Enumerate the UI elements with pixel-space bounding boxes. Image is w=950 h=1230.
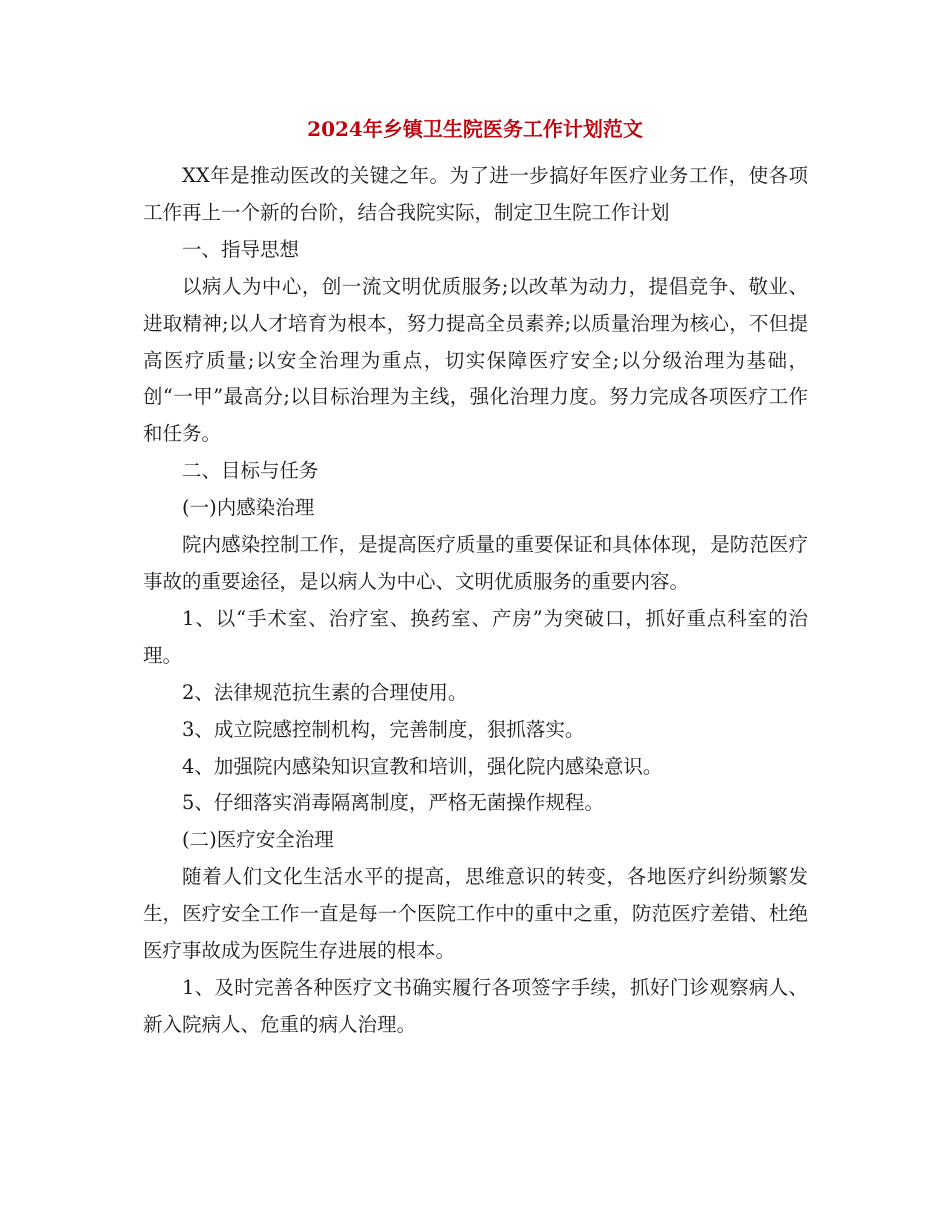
paragraph-intro: XX年是推动医改的关键之年。为了进一步搞好年医疗业务工作，使各项工作再上一个新的台阶，结合我院实际，制定卫生院工作计划 [143, 164, 808, 224]
paragraph-medical-safety: 随着人们文化生活水平的提高，思维意识的转变，各地医疗纠纷频繁发生，医疗安全工作一直是每一个医院工作中的重中之重，防范医疗差错、杜绝医疗事故成为医院生存进展的根本。 [143, 865, 808, 963]
list-item-infection-2: 2、法律规范抗生素的合理使用。 [182, 680, 468, 704]
list-item-safety-1: 1、及时完善各种医疗文书确实履行各项签字手续，抓好门诊观察病人、新入院病人、危重的病人治理。 [143, 975, 808, 1036]
paragraph-infection-control: 院内感染控制工作，是提高医疗质量的重要保证和具体体现，是防范医疗事故的重要途径，是以病人为中心、文明优质服务的重要内容。 [143, 533, 808, 593]
paragraph-guiding-ideology: 以病人为中心，创一流文明优质服务;以改革为动力，提倡竞争、敬业、进取精神;以人才培育为根本，努力提高全员素养;以质量治理为核心，不但提高医疗质量;以安全治理为重点，切实保障医疗安全;以分级治理为基础，创“一甲”最高分;以目标治理为主线，强化治理力度。努力完成各项医疗工作和任务。 [143, 274, 808, 446]
list-item-infection-1: 1、以“手术室、治疗室、换药室、产房”为突破口，抓好重点科室的治理。 [143, 606, 808, 667]
document-body [143, 158, 808, 1044]
document-title: 2024年乡镇卫生院医务工作计划范文 [307, 117, 643, 141]
section-heading-goals-tasks: 二、目标与任务 [182, 459, 319, 483]
list-item-infection-5: 5、仔细落实消毒隔离制度，严格无菌操作规程。 [182, 791, 604, 815]
list-item-infection-4: 4、加强院内感染知识宣教和培训，强化院内感染意识。 [182, 754, 663, 778]
subsection-heading-medical-safety: (二)医疗安全治理 [182, 828, 334, 852]
subsection-heading-infection-control: (一)内感染治理 [182, 496, 315, 520]
section-heading-guiding-ideology: 一、指导思想 [182, 237, 300, 261]
list-item-infection-3: 3、成立院感控制机构，完善制度，狠抓落实。 [182, 717, 585, 741]
